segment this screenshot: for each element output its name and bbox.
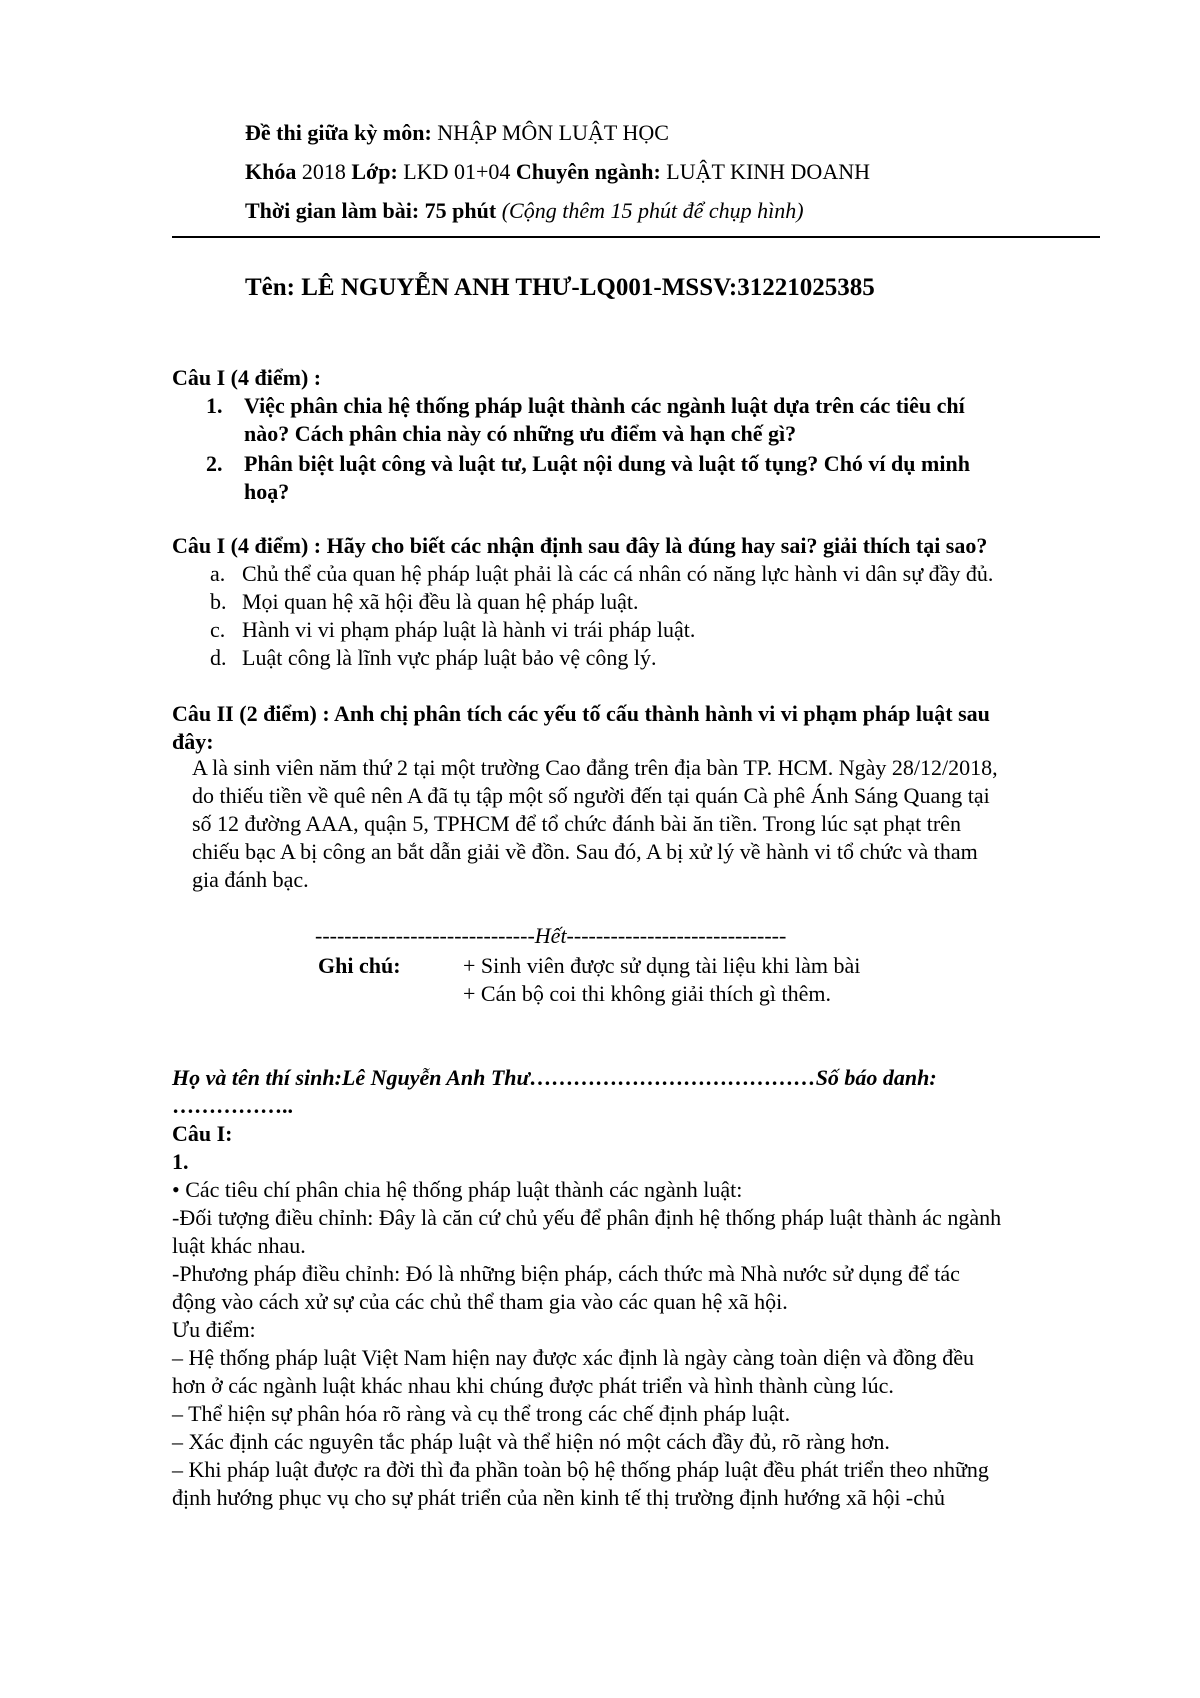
- class-value: LKD 01+04: [403, 159, 511, 184]
- q2-prompt: Hãy cho biết các nhận định sau đây là đúng hay sai? giải thích tại sao?: [326, 533, 988, 558]
- q1-item-1-cont: nào? Cách phân chia này có những ưu điểm và hạn chế gì?: [244, 421, 797, 446]
- q2-item-d-text: Luật công là lĩnh vực pháp luật bảo vệ công lý.: [242, 645, 657, 670]
- course-line: [245, 158, 870, 186]
- q2-item-d: [210, 644, 657, 672]
- q1-item-2: [206, 450, 970, 478]
- answer-line-9: – Thể hiện sự phân hóa rõ ràng và cụ thể trong các chế định pháp luật.: [172, 1401, 791, 1426]
- answer-line-5: động vào cách xử sự của các chủ thể tham gia vào các quan hệ xã hội.: [172, 1289, 788, 1314]
- q1-heading: Câu I (4 điểm) :: [172, 365, 322, 390]
- q3-heading-line: [172, 700, 990, 728]
- q3-scenario-line-3: số 12 đường AAA, quận 5, TPHCM để tổ chức đánh bài ăn tiền. Trong lúc sạt phạt trên: [192, 811, 961, 836]
- q2-item-b: [210, 588, 639, 616]
- q2-item-a-text: Chủ thể của quan hệ pháp luật phải là các cá nhân có năng lực hành vi dân sự đầy đủ.: [242, 561, 994, 586]
- answer-line-6: Ưu điểm:: [172, 1317, 256, 1342]
- q1-item-2-text: Phân biệt luật công và luật tư, Luật nội dung và luật tố tụng? Chó ví dụ minh: [244, 451, 970, 476]
- major-label: Chuyên ngành:: [515, 159, 661, 184]
- q3-scenario-line-2: do thiếu tiền về quê nên A đã tụ tập một số người đến tại quán Cà phê Ánh Sáng Quang tại: [192, 783, 990, 808]
- course-value: 2018: [301, 159, 346, 184]
- note-line-2: + Cán bộ coi thi không giải thích gì thêm.: [463, 981, 832, 1006]
- class-label: Lớp:: [351, 159, 398, 184]
- exam-title-line: [245, 119, 669, 147]
- answer-line-12: định hướng phục vụ cho sự phát triển của nền kinh tế thị trường định hướng xã hội -chủ: [172, 1485, 946, 1510]
- answer-line-10: – Xác định các nguyên tắc pháp luật và thể hiện nó một cách đầy đủ, rõ ràng hơn.: [172, 1429, 890, 1454]
- candidate-dots: ……………..: [172, 1093, 293, 1118]
- q2-heading-line: [172, 532, 987, 560]
- q3-scenario-line-5: gia đánh bạc.: [192, 867, 309, 892]
- q3-scenario-line-1: A là sinh viên năm thứ 2 tại một trường Cao đẳng trên địa bàn TP. HCM. Ngày 28/12/2018,: [192, 755, 998, 780]
- q3-prompt: Anh chị phân tích các yếu tố cấu thành hành vi vi phạm pháp luật sau: [333, 701, 990, 726]
- q3-scenario-line-4: chiếu bạc A bị công an bắt dẫn giải về đồn. Sau đó, A bị xử lý về hành vi tổ chức và tham: [192, 839, 978, 864]
- student-name-line: Tên: LÊ NGUYỄN ANH THƯ-LQ001-MSSV:31221025385: [245, 274, 875, 301]
- answer-line-4: -Phương pháp điều chỉnh: Đó là những biện pháp, cách thức mà Nhà nước sử dụng để tác: [172, 1261, 960, 1286]
- answer-section-heading: Câu I:: [172, 1121, 233, 1146]
- q2-item-d-letter: d.: [210, 645, 227, 670]
- answer-line-8: hơn ở các ngành luật khác nhau khi chúng được phát triển và hình thành cùng lúc.: [172, 1373, 894, 1398]
- header-divider: [172, 236, 1100, 238]
- answer-line-7: – Hệ thống pháp luật Việt Nam hiện nay được xác định là ngày càng toàn diện và đồng đều: [172, 1345, 975, 1370]
- course-label: Khóa: [245, 159, 297, 184]
- note-label: Ghi chú:: [318, 953, 401, 978]
- time-label: Thời gian làm bài:: [245, 198, 420, 223]
- candidate-line: Họ và tên thí sinh:Lê Nguyễn Anh Thư…………………………………Số báo danh:: [172, 1065, 937, 1090]
- q1-item-1: [206, 392, 965, 420]
- time-note: (Cộng thêm 15 phút để chụp hình): [501, 198, 804, 223]
- major-value: LUẬT KINH DOANH: [666, 159, 870, 184]
- answer-number: 1.: [172, 1149, 189, 1174]
- q2-heading: Câu I (4 điểm) :: [172, 533, 322, 558]
- exam-label: Đề thi giữa kỳ môn:: [245, 120, 432, 145]
- q1-item-2-cont: hoạ?: [244, 479, 290, 504]
- q2-item-a-letter: a.: [210, 561, 226, 586]
- q1-item-2-number: 2.: [206, 451, 223, 476]
- q2-item-b-text: Mọi quan hệ xã hội đều là quan hệ pháp luật.: [242, 589, 639, 614]
- answer-line-1: • Các tiêu chí phân chia hệ thống pháp luật thành các ngành luật:: [172, 1177, 743, 1202]
- q2-item-c: [210, 616, 695, 644]
- exam-subject: NHẬP MÔN LUẬT HỌC: [437, 120, 669, 145]
- time-line: [245, 197, 804, 225]
- q1-item-1-number: 1.: [206, 393, 223, 418]
- q2-item-a: [210, 560, 993, 588]
- q3-heading: Câu II (2 điểm) :: [172, 701, 330, 726]
- answer-line-11: – Khi pháp luật được ra đời thì đa phần toàn bộ hệ thống pháp luật đều phát triển theo những: [172, 1457, 989, 1482]
- answer-line-3: luật khác nhau.: [172, 1233, 306, 1258]
- q2-item-c-text: Hành vi vi phạm pháp luật là hành vi trái pháp luật.: [242, 617, 696, 642]
- answer-line-2: -Đối tượng điều chỉnh: Đây là căn cứ chủ yếu để phân định hệ thống pháp luật thành ác ngành: [172, 1205, 1002, 1230]
- time-value: 75 phút: [424, 198, 497, 223]
- note-line-1: + Sinh viên được sử dụng tài liệu khi làm bài: [463, 953, 861, 978]
- q1-item-1-text: Việc phân chia hệ thống pháp luật thành các ngành luật dựa trên các tiêu chí: [244, 393, 965, 418]
- end-marker: ------------------------------Hết------------------------------: [315, 923, 787, 948]
- q2-item-b-letter: b.: [210, 589, 227, 614]
- q3-prompt-cont: đây:: [172, 729, 214, 754]
- q2-item-c-letter: c.: [210, 617, 226, 642]
